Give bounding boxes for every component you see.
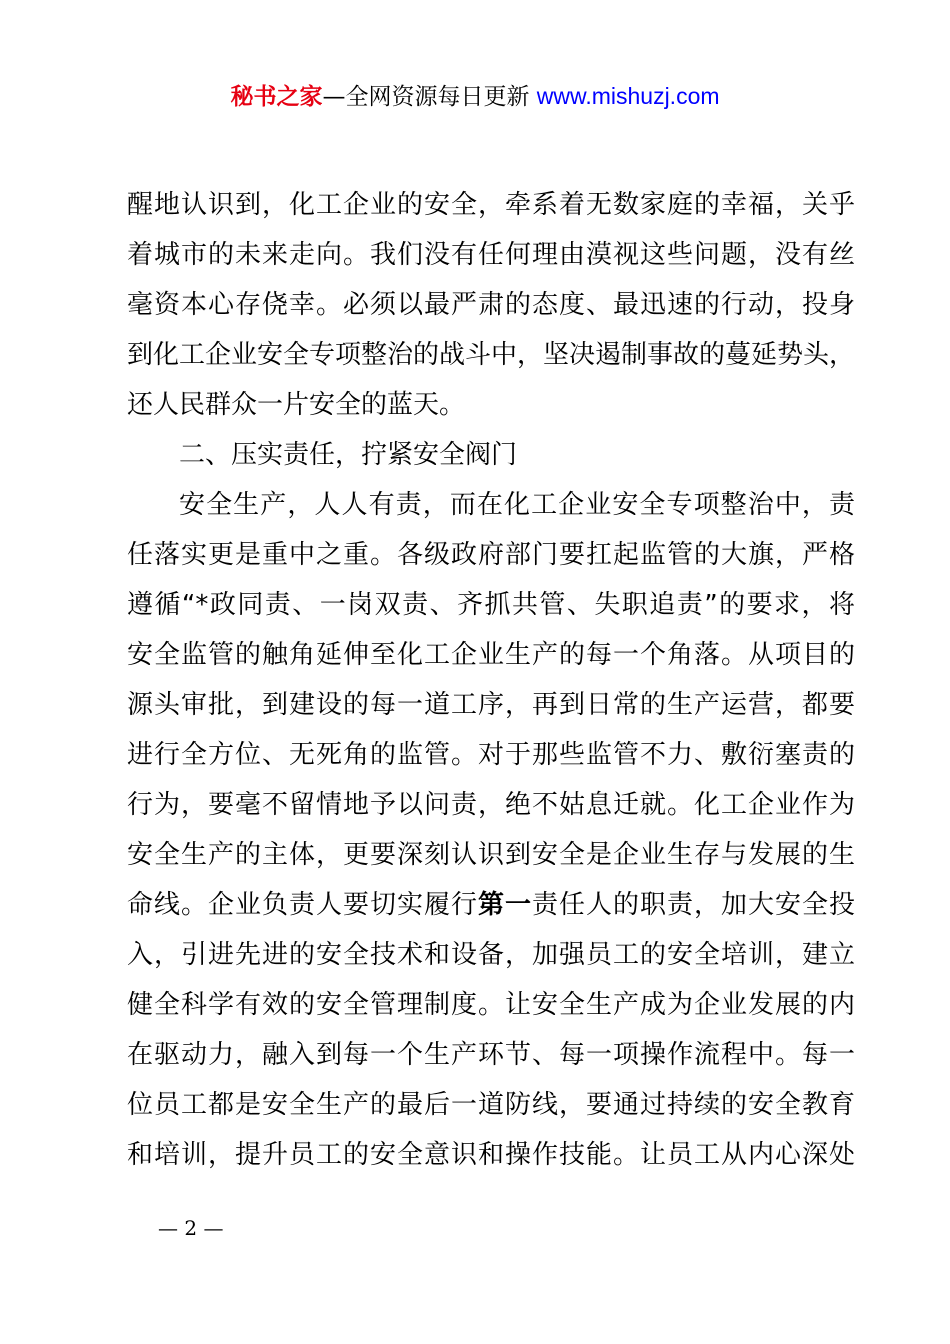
text-line: 入，引进先进的安全技术和设备，加强员工的安全培训，建立 (127, 940, 855, 970)
brand-name: 秘书之家 (230, 84, 323, 110)
text-line: 毫资本心存侥幸。必须以最严肃的态度、最迅速的行动，投身 (127, 290, 855, 320)
bold-text-segment: 第一 (477, 890, 532, 920)
text-line-with-bold (127, 880, 855, 930)
document-body (127, 180, 855, 1180)
paragraph-continued (127, 180, 855, 430)
section-heading: 二、压实责任，拧紧安全阀门 (179, 440, 518, 470)
page-number: — 2 — (158, 1216, 224, 1240)
text-line: 遵循“*政同责、一岗双责、齐抓共管、失职追责”的要求，将 (127, 590, 855, 620)
text-line: 着城市的未来走向。我们没有任何理由漠视这些问题，没有丝 (127, 240, 855, 270)
text-line: 行为，要毫不留情地予以问责，绝不姑息迁就。化工企业作为 (127, 790, 855, 820)
paragraph-responsibility (127, 480, 855, 1180)
text-line: 健全科学有效的安全管理制度。让安全生产成为企业发展的内 (127, 990, 855, 1020)
banner-tagline: 全网资源每日更新 (345, 84, 530, 110)
site-banner (0, 80, 950, 113)
text-line: 安全监管的触角延伸至化工企业生产的每一个角落。从项目的 (127, 640, 855, 670)
text-line: 安全生产的主体，更要深刻认识到安全是企业生存与发展的生 (127, 840, 855, 870)
banner-separator: — (322, 84, 346, 110)
text-segment: 命线。企业负责人要切实履行 (127, 890, 478, 920)
text-segment: 责任人的职责，加大安全投 (531, 890, 855, 920)
text-line: 在驱动力，融入到每一个生产环节、每一项操作流程中。每一 (127, 1040, 855, 1070)
text-line: 源头审批，到建设的每一道工序，再到日常的生产运营，都要 (127, 690, 855, 720)
text-line: 醒地认识到，化工企业的安全，牵系着无数家庭的幸福，关乎 (127, 190, 855, 220)
text-line: 位员工都是安全生产的最后一道防线，要通过持续的安全教育 (127, 1090, 855, 1120)
text-line: 安全生产，人人有责，而在化工企业安全专项整治中，责 (179, 490, 855, 520)
text-line: 进行全方位、无死角的监管。对于那些监管不力、敷衍塞责的 (127, 740, 855, 770)
text-line: 和培训，提升员工的安全意识和操作技能。让员工从内心深处 (127, 1140, 855, 1170)
text-line: 任落实更是重中之重。各级政府部门要扛起监管的大旗，严格 (127, 540, 855, 570)
text-line: 还人民群众一片安全的蓝天。 (127, 390, 466, 420)
text-line: 到化工企业安全专项整治的战斗中，坚决遏制事故的蔓延势头， (127, 340, 856, 370)
site-url-link[interactable]: www.mishuzj.com (536, 83, 720, 109)
